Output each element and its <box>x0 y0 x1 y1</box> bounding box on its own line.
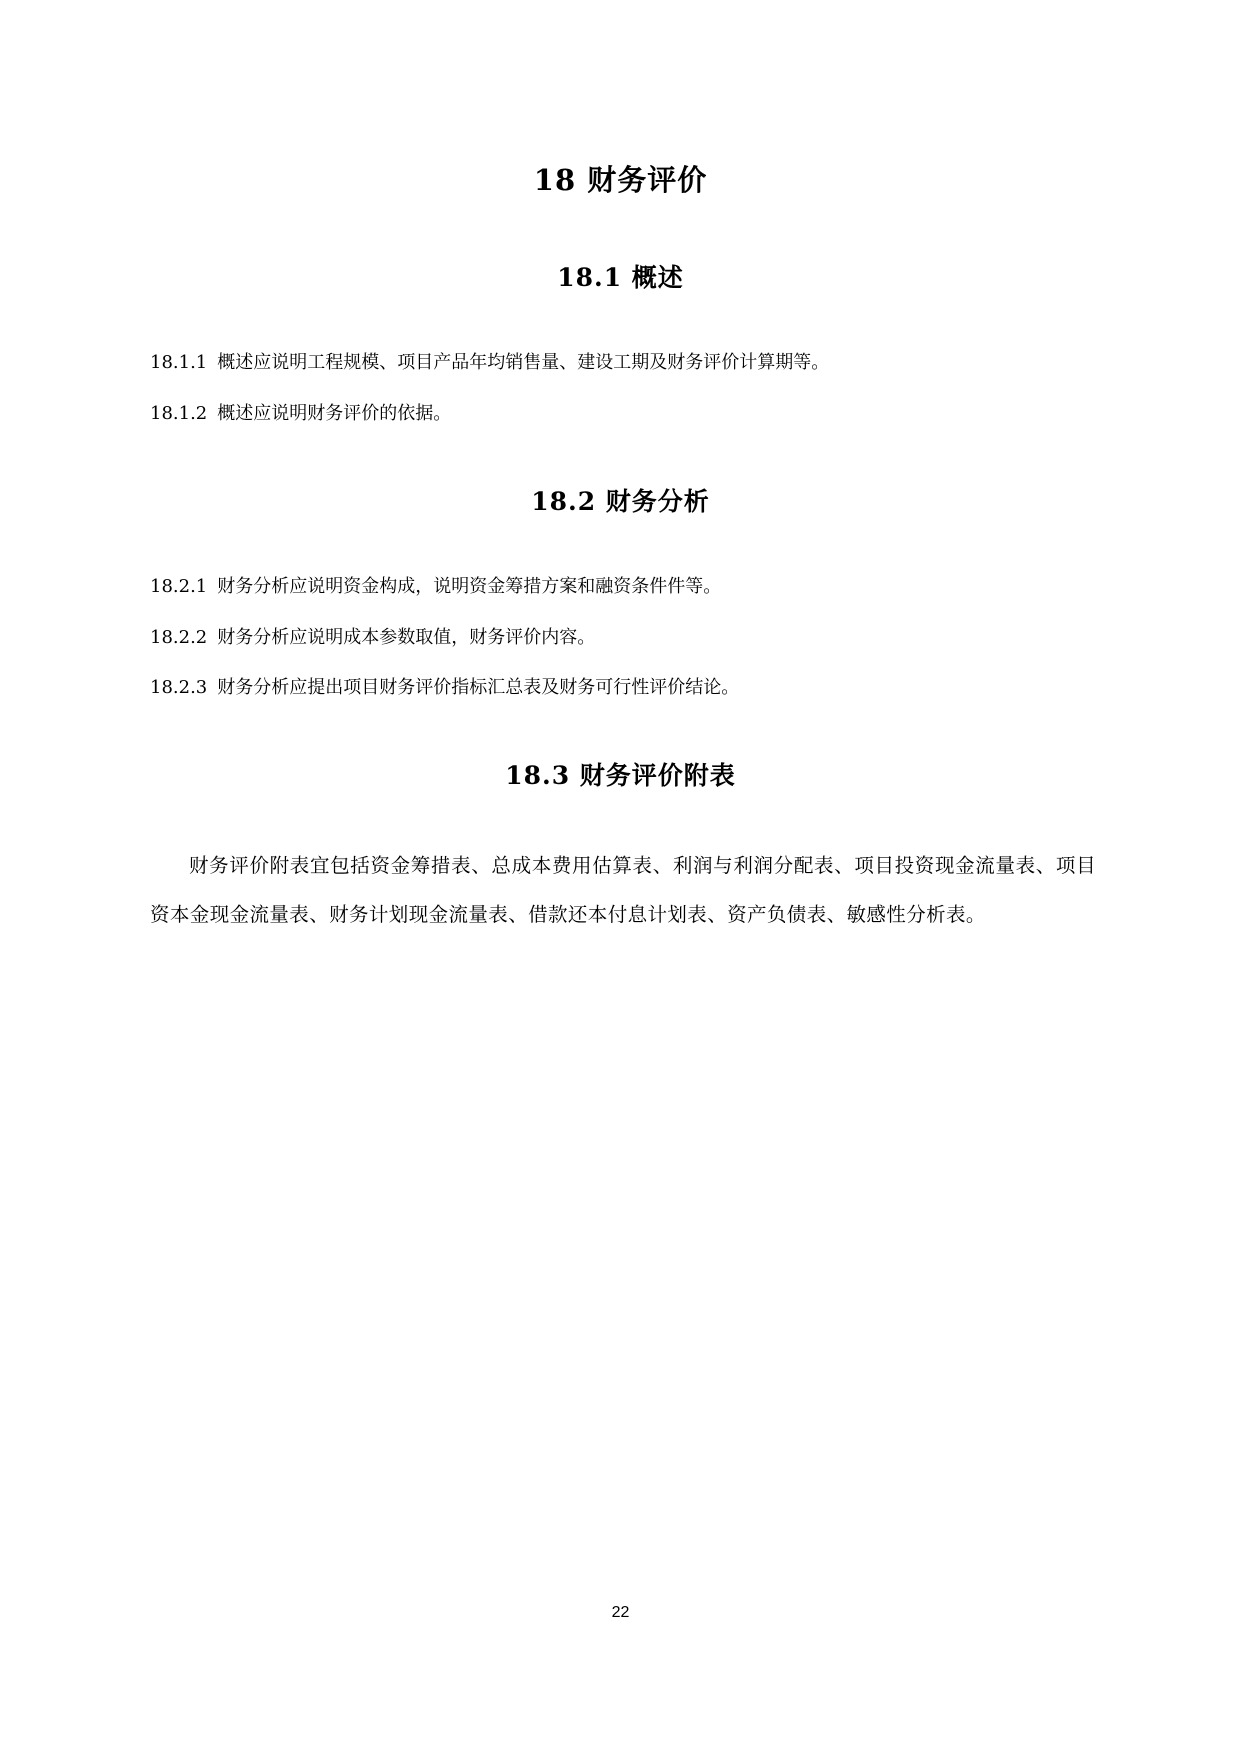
section-title-18-1: 18.1 概述 <box>557 263 684 292</box>
clause-text: 财务分析应说明成本参数取值，财务评价内容。 <box>217 627 596 648</box>
clause-18-1-1 <box>150 348 1100 378</box>
clause-number: 18.2.1 <box>150 576 208 597</box>
clause-18-2-3 <box>150 673 1100 703</box>
chapter-title: 18 财务评价 <box>533 163 708 197</box>
clause-text: 财务分析应说明资金构成，说明资金筹措方案和融资条件件等。 <box>217 576 722 597</box>
clause-number: 18.2.3 <box>150 677 208 698</box>
section-title-18-2: 18.2 财务分析 <box>531 487 710 516</box>
clause-text: 概述应说明财务评价的依据。 <box>217 403 452 424</box>
clause-number: 18.1.2 <box>150 403 208 424</box>
clause-18-2-1 <box>150 572 1100 602</box>
clause-number: 18.2.2 <box>150 627 208 648</box>
section-title-18-3: 18.3 财务评价附表 <box>505 761 736 790</box>
clause-18-1-2 <box>150 399 1100 429</box>
page-number: 22 <box>611 1604 630 1621</box>
clause-18-2-2 <box>150 623 1100 653</box>
clause-text: 财务分析应提出项目财务评价指标汇总表及财务可行性评价结论。 <box>217 677 740 698</box>
clause-number: 18.1.1 <box>150 352 208 373</box>
appendix-paragraph: 财务评价附表宜包括资金筹措表、总成本费用估算表、利润与利润分配表、项目投资现金流量表、项目资本金现金流量表、财务计划现金流量表、借款还本付息计划表、资产负债表、敏感性分析表。 <box>150 854 1096 926</box>
clause-text: 概述应说明工程规模、项目产品年均销售量、建设工期及财务评价计算期等。 <box>217 352 830 373</box>
